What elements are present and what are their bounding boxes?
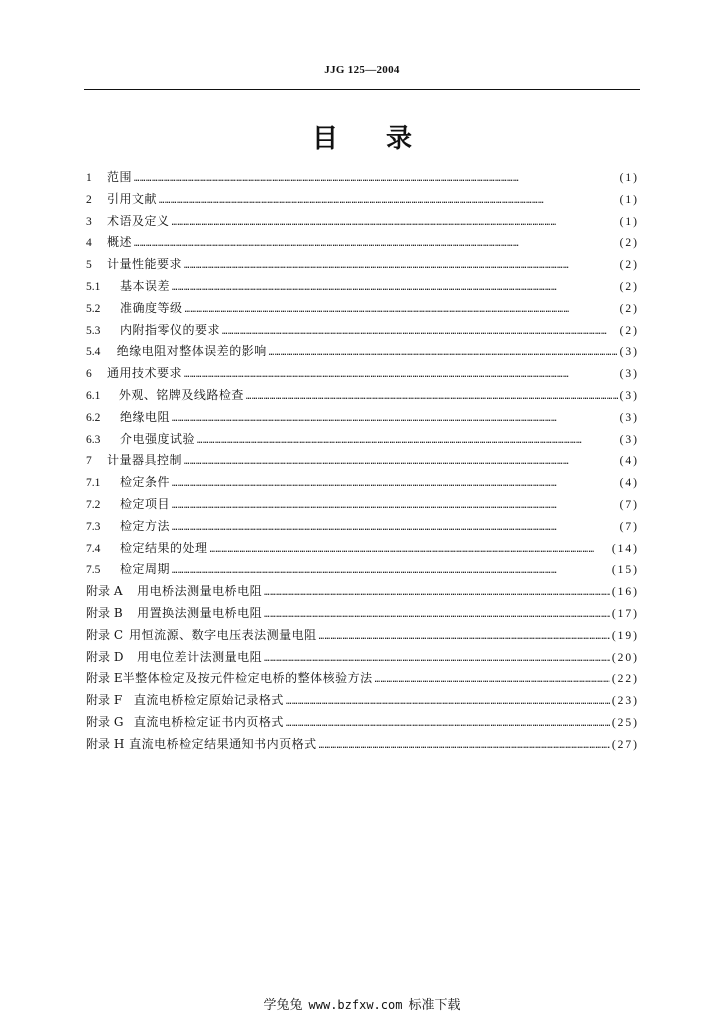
toc-entry-title: 用电桥法测量电桥电阻	[137, 584, 263, 599]
toc-entry-title: 概述	[107, 235, 133, 250]
footer-slogan: 标准下载	[408, 998, 461, 1013]
toc-entry[interactable]	[86, 495, 639, 517]
toc-entry[interactable]	[86, 582, 639, 604]
toc-entry-page: (2)	[619, 259, 639, 272]
toc-entry-title: 检定结果的处理	[120, 540, 208, 555]
toc-entry[interactable]	[86, 342, 639, 364]
toc-entry-number: 5	[86, 259, 92, 272]
toc-entry[interactable]	[86, 321, 639, 343]
toc-entry-title: 外观、铭牌及线路检查	[118, 387, 244, 402]
toc-dot-leader	[172, 479, 618, 489]
toc-entry[interactable]	[86, 539, 639, 561]
toc-entry-number: 6	[86, 368, 92, 381]
toc-dot-leader	[184, 457, 618, 467]
toc-entry-title: 半整体检定及按元件检定电桥的整体核验方法	[122, 671, 373, 686]
toc-entry-title: 内附指零仪的要求	[120, 322, 221, 337]
toc-entry-number: 附录 G	[86, 714, 124, 729]
toc-entry[interactable]	[86, 451, 639, 473]
toc-entry[interactable]	[86, 430, 639, 452]
toc-entry-number: 4	[86, 237, 92, 250]
toc-entry-page: (3)	[619, 433, 639, 446]
toc-entry-title: 用电位差计法测量电阻	[137, 649, 263, 664]
toc-entry-page: (7)	[619, 520, 639, 533]
toc-entry-number: 7	[86, 455, 92, 468]
toc-entry-page: (1)	[619, 215, 639, 228]
toc-entry[interactable]	[86, 713, 639, 735]
toc-entry-page: (15)	[611, 564, 639, 577]
toc-entry-page: (7)	[619, 498, 639, 511]
toc-entry-page: (25)	[611, 716, 639, 729]
toc-entry-title: 检定周期	[120, 562, 171, 577]
toc-dot-leader	[222, 327, 618, 337]
toc-entry-number: 7.4	[86, 542, 101, 555]
toc-entry[interactable]	[86, 190, 639, 212]
toc-entry-number: 3	[86, 215, 92, 228]
toc-entry[interactable]	[86, 669, 639, 691]
toc-entry-number: 1	[86, 172, 92, 184]
toc-dot-leader	[269, 348, 618, 358]
footer-watermark	[0, 994, 724, 1013]
toc-dot-leader	[172, 414, 618, 424]
toc-entry-page: (22)	[611, 673, 639, 686]
toc-dot-leader	[159, 196, 618, 206]
toc-entry[interactable]	[86, 473, 639, 495]
toc-entry-page: (3)	[619, 411, 639, 424]
toc-entry-title: 直流电桥检定证书内页格式	[133, 714, 284, 729]
toc-entry-number: 附录 D	[86, 649, 124, 664]
toc-entry-page: (27)	[611, 738, 639, 751]
toc-entry-title: 准确度等级	[120, 300, 183, 315]
toc-entry[interactable]	[86, 386, 639, 408]
toc-entry-title: 通用技术要求	[107, 366, 183, 381]
toc-dot-leader	[134, 174, 618, 184]
toc-dot-leader	[264, 588, 610, 598]
toc-entry-title: 绝缘电阻对整体误差的影响	[116, 344, 267, 359]
toc-entry[interactable]	[86, 212, 639, 234]
toc-entry[interactable]	[86, 648, 639, 670]
toc-entry-page: (2)	[619, 302, 639, 315]
toc-entry-number: 7.3	[86, 520, 101, 533]
toc-entry-title: 绝缘电阻	[120, 409, 171, 424]
toc-entry-page: (19)	[611, 629, 639, 642]
toc-entry[interactable]	[86, 364, 639, 386]
toc-entry[interactable]	[86, 277, 639, 299]
toc-dot-leader	[185, 305, 618, 315]
toc-entry-page: (3)	[619, 368, 639, 381]
title-char-2: 录	[386, 124, 413, 154]
toc-dot-leader	[184, 261, 618, 271]
toc-entry-title: 引用文献	[107, 191, 158, 206]
toc-entry[interactable]	[86, 233, 639, 255]
toc-entry-number: 6.1	[86, 389, 101, 402]
standard-code-header: JJG 125—2004	[324, 64, 400, 76]
toc-entry-number: 附录 A	[86, 584, 123, 599]
toc-entry-page: (4)	[619, 477, 639, 490]
toc-dot-leader	[197, 436, 618, 446]
toc-entry[interactable]	[86, 626, 639, 648]
footer-site-name: 学兔兔	[263, 998, 303, 1013]
toc-dot-leader	[286, 697, 610, 707]
toc-dot-leader	[172, 218, 618, 228]
toc-entry-number: 6.3	[86, 433, 101, 446]
toc-entry-page: (17)	[611, 607, 639, 620]
toc-entry-number: 7.2	[86, 498, 101, 511]
toc-entry[interactable]	[86, 299, 639, 321]
toc-entry-title: 术语及定义	[107, 213, 170, 228]
toc-entry-page: (14)	[611, 542, 639, 555]
toc-entry-title: 用恒流源、数字电压表法测量电阻	[129, 627, 317, 642]
toc-entry-page: (2)	[619, 280, 639, 293]
toc-entry[interactable]	[86, 168, 639, 190]
toc-dot-leader	[264, 654, 610, 664]
toc-dot-leader	[172, 283, 618, 293]
toc-entry-page: (23)	[611, 695, 639, 708]
toc-entry-title: 基本误差	[120, 278, 171, 293]
toc-dot-leader	[286, 719, 610, 729]
toc-dot-leader	[172, 566, 610, 576]
toc-entry[interactable]	[86, 408, 639, 430]
footer-url[interactable]: www.bzfxw.com	[308, 998, 403, 1012]
table-of-contents	[86, 168, 639, 757]
toc-dot-leader	[246, 392, 618, 402]
toc-entry-title: 介电强度试验	[120, 431, 196, 446]
toc-dot-leader	[172, 501, 618, 511]
toc-dot-leader	[319, 632, 610, 642]
toc-entry-page: (1)	[619, 193, 639, 206]
toc-entry[interactable]	[86, 691, 639, 713]
toc-entry-title: 检定项目	[120, 496, 171, 511]
toc-entry[interactable]	[86, 560, 639, 582]
toc-entry[interactable]	[86, 735, 639, 757]
toc-entry-number: 7.5	[86, 564, 101, 577]
toc-entry-number: 附录 B	[86, 605, 123, 620]
toc-entry[interactable]	[86, 604, 639, 626]
toc-entry-number: 5.3	[86, 324, 101, 337]
toc-entry-title: 计量性能要求	[107, 257, 183, 272]
toc-entry-page: (20)	[611, 651, 639, 664]
toc-entry-number: 附录 H	[86, 736, 125, 751]
toc-entry-title: 检定条件	[120, 475, 171, 490]
title-char-1: 目	[311, 124, 338, 154]
toc-entry-page: (3)	[619, 389, 639, 402]
toc-entry-number: 6.2	[86, 411, 101, 424]
toc-entry-title: 计量器具控制	[107, 453, 183, 468]
toc-dot-leader	[134, 239, 618, 249]
toc-entry-page: (2)	[619, 324, 639, 337]
page-title	[84, 118, 640, 155]
toc-entry-number: 7.1	[86, 477, 101, 490]
toc-entry-number: 附录 C	[86, 627, 123, 642]
toc-dot-leader	[210, 545, 610, 555]
header-rule	[84, 89, 640, 90]
toc-entry-number: 附录 F	[86, 693, 123, 708]
toc-entry-title: 用置换法测量电桥电阻	[137, 605, 263, 620]
toc-entry-title: 检定方法	[120, 518, 171, 533]
toc-entry[interactable]	[86, 517, 639, 539]
toc-entry-number: 5.2	[86, 302, 101, 315]
toc-entry-page: (4)	[619, 455, 639, 468]
toc-dot-leader	[319, 741, 610, 751]
toc-dot-leader	[375, 675, 610, 685]
toc-entry-number: 5.1	[86, 280, 101, 293]
toc-entry-page: (16)	[611, 586, 639, 599]
toc-entry-title: 直流电桥检定结果通知书内页格式	[129, 736, 317, 751]
toc-dot-leader	[264, 610, 610, 620]
toc-entry-title: 直流电桥检定原始记录格式	[133, 693, 284, 708]
toc-entry-number: 5.4	[86, 346, 101, 359]
toc-dot-leader	[172, 523, 618, 533]
toc-entry-number: 附录 E	[86, 671, 123, 686]
toc-entry-page: (2)	[619, 237, 639, 250]
toc-entry-page: (3)	[619, 346, 639, 359]
toc-entry-page: (1)	[619, 172, 639, 184]
toc-entry-number: 2	[86, 193, 92, 206]
toc-entry[interactable]	[86, 255, 639, 277]
toc-entry-title: 范围	[107, 170, 133, 184]
toc-dot-leader	[184, 370, 618, 380]
